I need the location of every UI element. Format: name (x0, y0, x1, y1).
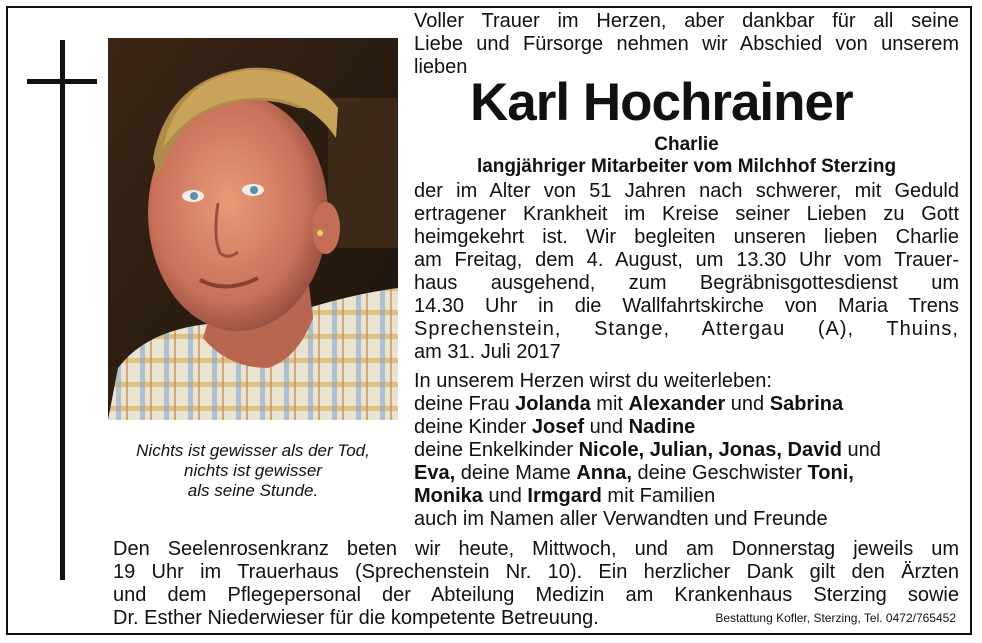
family-heading: In unserem Herzen wirst du weiterleben: (414, 370, 772, 392)
details-line: am 31. Juli 2017 (414, 341, 561, 363)
family-name: Nadine (628, 416, 696, 438)
family-name: Josef (531, 416, 585, 438)
bottom-line: Dr. Esther Niederwieser für die kompetente Betreuung. (113, 607, 599, 629)
family-name: Anna, (576, 462, 632, 484)
details-line: haus ausgehend, zum Begräbnisgottesdienst um (414, 272, 959, 294)
family-text: deine Frau (414, 393, 516, 415)
bottom-line: Den Seelenrosenkranz beten wir heute, Mittwoch, und am Donnerstag jeweils um (113, 538, 959, 560)
family-line-grandchildren (414, 439, 959, 462)
portrait-photo (108, 38, 398, 420)
family-text: mit (590, 393, 629, 415)
family-list (414, 370, 959, 531)
family-name: Irmgard (527, 485, 602, 507)
details-line: der im Alter von 51 Jahren nach schwerer, mit Geduld (414, 180, 959, 202)
quote-line: als seine Stunde. (187, 481, 319, 500)
family-text: mit Familien (601, 485, 716, 507)
family-line-children (414, 416, 959, 439)
family-name: Sabrina (769, 393, 844, 415)
nickname: Charlie (654, 134, 719, 155)
details-line: ertragener Krankheit im Kreise seiner Lieben zu Gott (414, 203, 959, 225)
funeral-home-credit: Bestattung Kofler, Sterzing, Tel. 0472/765452 (715, 611, 956, 625)
family-text: deine Kinder (414, 416, 532, 438)
deceased-name: Karl Hochrainer (470, 73, 853, 132)
cross-icon-bar (27, 79, 97, 84)
bottom-line: 19 Uhr im Trauerhaus (Sprechenstein Nr. 10). Ein herzlicher Dank gilt den Ärzten (113, 561, 959, 583)
family-text: und (725, 393, 770, 415)
family-line-mother-siblings (414, 462, 959, 485)
family-line-wife (414, 393, 959, 416)
quote-line: nichts ist gewisser (184, 461, 322, 480)
family-line-siblings (414, 485, 959, 508)
family-text: deine Geschwister (631, 462, 808, 484)
details-line: 14.30 Uhr in die Wallfahrtskirche von Maria Trens (414, 295, 959, 317)
bottom-line: und dem Pflegepersonal der Abteilung Medizin am Krankenhaus Sterzing sowie (113, 584, 959, 606)
family-name: Alexander (628, 393, 726, 415)
intro-line: lieben (414, 56, 468, 78)
cross-icon (60, 40, 65, 580)
family-text: und (482, 485, 528, 507)
family-name: Toni, (807, 462, 854, 484)
intro-text (414, 10, 959, 79)
occupation: langjähriger Mitarbeiter vom Milchhof Sterzing (476, 156, 897, 177)
quote-line: Nichts ist gewisser als der Tod, (136, 441, 370, 460)
details-line: heimgekehrt ist. Wir begleiten unseren lieben Charlie (414, 226, 959, 248)
intro-line: Liebe und Fürsorge nehmen wir Abschied von unserem (414, 33, 959, 55)
family-text: und (841, 439, 881, 461)
memorial-quote (108, 441, 398, 501)
family-name: Monika (414, 485, 483, 507)
family-line-relatives: auch im Namen aller Verwandten und Freunde (414, 508, 828, 530)
family-text: deine Mame (455, 462, 577, 484)
family-name: Eva, (414, 462, 456, 484)
details-line: Sprechenstein, Stange, Attergau (A), Thuins, (414, 318, 959, 340)
intro-line: Voller Trauer im Herzen, aber dankbar für all seine (414, 10, 959, 32)
family-name: Jolanda (515, 393, 591, 415)
family-name: Nicole, Julian, Jonas, David (578, 439, 842, 461)
family-text: und (584, 416, 629, 438)
details-line: am Freitag, dem 4. August, um 13.30 Uhr vom Trauer- (414, 249, 959, 271)
family-text: deine Enkelkinder (414, 439, 579, 461)
funeral-details (414, 180, 959, 364)
